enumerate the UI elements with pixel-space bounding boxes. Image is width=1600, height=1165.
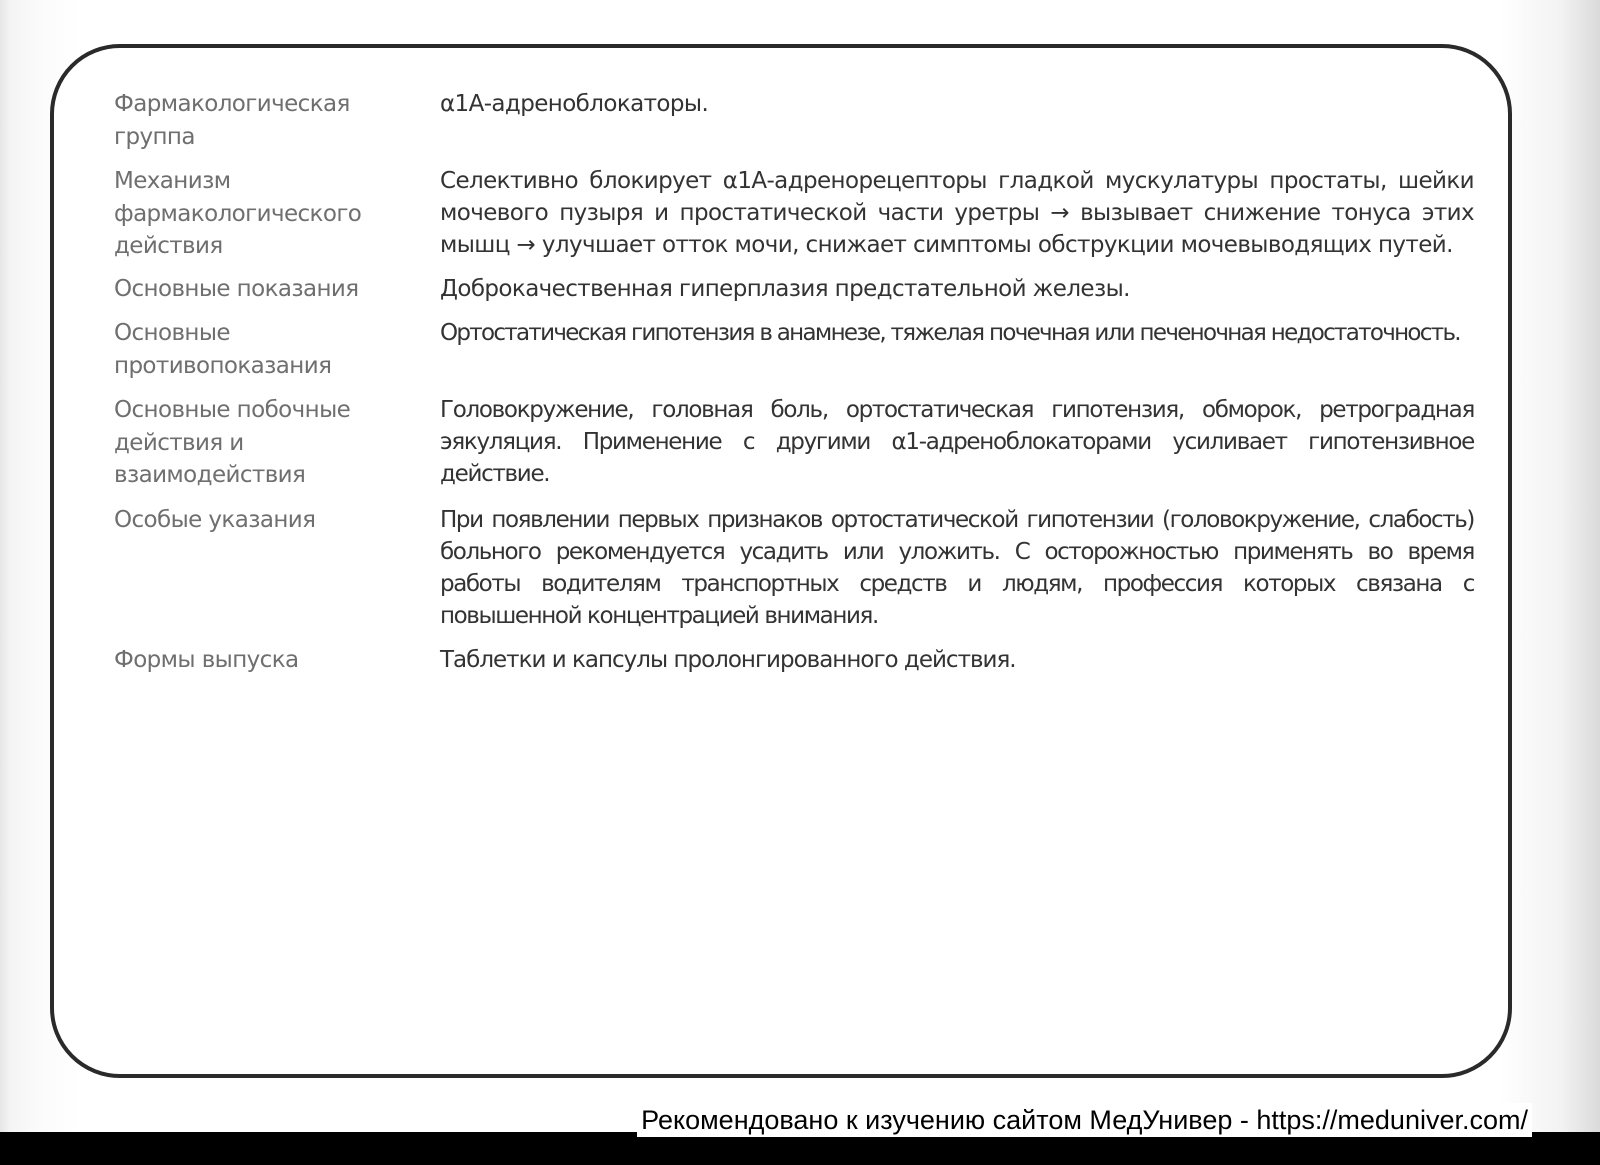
row-label-indications: Основные показания bbox=[114, 275, 359, 302]
footer-recommendation-note: Рекомендовано к изучению сайтом МедУнивер - https://meduniver.com/ bbox=[637, 1103, 1532, 1137]
table-row bbox=[114, 273, 1474, 306]
drug-info-card bbox=[50, 44, 1512, 1078]
row-label-contraindications: Основные противопоказания bbox=[114, 320, 332, 379]
row-label-special-instructions: Особые указания bbox=[114, 506, 316, 533]
row-value-mechanism: Селективно блокирует α1А-адренорецепторы гладкой мускулатуры простаты, шейки мочевого пузыря и простатической части уретры → вызывает снижение тонуса этих мышц → улучшает отток мочи, снижает симптомы обструкции мочевыводящих путей. bbox=[440, 168, 1474, 258]
table-row bbox=[114, 504, 1474, 632]
row-label-mechanism: Механизм фармакологического действия bbox=[114, 168, 362, 259]
row-value-release-forms: Таблетки и капсулы пролонгированного действия. bbox=[440, 646, 1016, 673]
row-label-release-forms: Формы выпуска bbox=[114, 646, 299, 673]
drug-info-table bbox=[114, 88, 1474, 686]
row-label-side-effects: Основные побочные действия и взаимодействия bbox=[114, 397, 351, 488]
row-value-special-instructions: При появлении первых признаков ортостатической гипотензии (головокружение, слабость) больного рекомендуется усадить или уложить. С осторожностью применять во время работы водителям транспортных средств и людям, профессия которых связана с повышенной концентрацией внимания. bbox=[440, 506, 1474, 629]
table-row bbox=[114, 644, 1474, 677]
row-value-side-effects: Головокружение, головная боль, ортостатическая гипотензия, обморок, ретроградная эякуляция. Применение с другими α1-адреноблокаторами усиливает гипотензивное действие. bbox=[440, 397, 1474, 487]
table-row bbox=[114, 394, 1474, 492]
row-value-indications: Доброкачественная гиперплазия предстательной железы. bbox=[440, 275, 1130, 302]
table-row bbox=[114, 317, 1474, 382]
row-value-pharmacological-group: α1А-адреноблокаторы. bbox=[440, 91, 709, 117]
table-row bbox=[114, 165, 1474, 263]
table-row bbox=[114, 88, 1474, 153]
row-value-contraindications: Ортостатическая гипотензия в анамнезе, тяжелая почечная или печеночная недостаточность. bbox=[440, 320, 1460, 346]
row-label-pharmacological-group: Фармакологическая группа bbox=[114, 91, 350, 150]
